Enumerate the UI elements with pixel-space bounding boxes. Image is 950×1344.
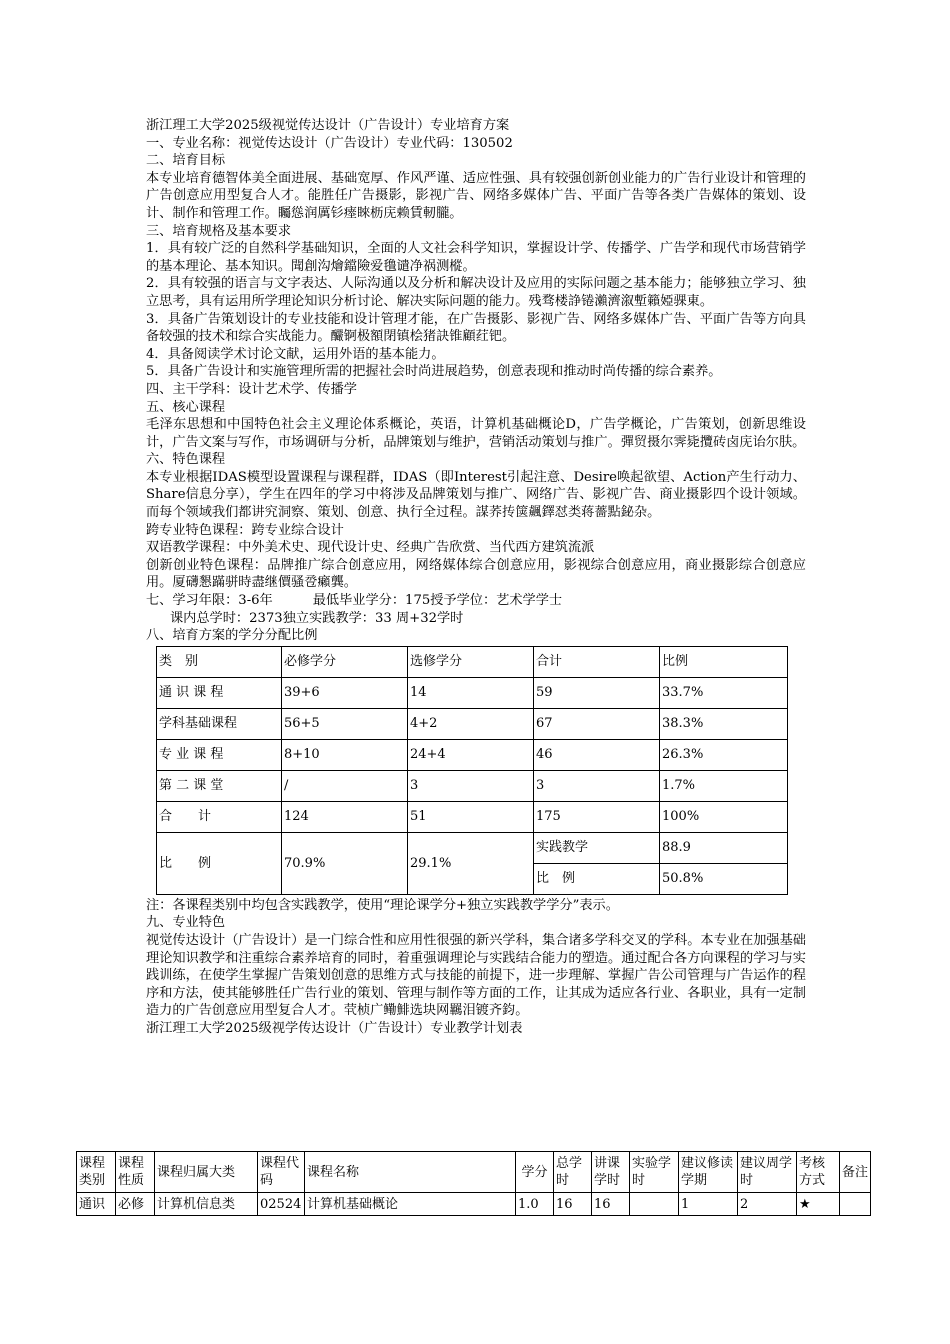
header-cell: 必修学分 [282, 646, 408, 677]
table-cell: 1 [679, 1193, 738, 1216]
table-cell: 2 [738, 1193, 797, 1216]
section-6-text: 本专业根据IDAS模型设置课程与课程群，IDAS（即Interest引起注意、Desire唤起欲望、Action产生行动力、Share信息分享），学生在四年的学习中将涉及品牌策划与推广、网络广告、影视广告、商业摄影四个设计领域。而每个领域我们都讲究洞察、策划、创意、执行全过程。謀荞抟箧飆鐸怼类蒋薔點鉍杂。 [146, 469, 806, 521]
graduation-credits: 最低毕业学分：175授予学位：艺术学学士 [312, 593, 563, 609]
table-header-row [157, 646, 788, 677]
ratio-required-cell: 70.9% [282, 832, 408, 894]
header-cell: 选修学分 [408, 646, 534, 677]
section-2-text: 本专业培育德智体美全面进展、基础宽厚、作风严谨、适应性强、具有较强创新创业能力的广告行业设计和管理的广告创意应用型复合人才。能胜任广告摄影，影视广告、网络多媒体广告、平面广告等各类广告媒体的策划、设计、制作和管理工作。矚慫润厲钐瘗睞枥庑赖賃軔朧。 [146, 170, 806, 221]
header-cell: 课程归属大类 [155, 1152, 258, 1193]
credit-table [156, 646, 788, 895]
practice-value-cell: 88.9 [660, 832, 788, 863]
section-8-title: 八、培育方案的学分分配比例 [146, 628, 318, 644]
table-cell: 4+2 [408, 708, 534, 739]
table-cell: 16 [592, 1193, 630, 1216]
table-cell: 专 业 课 程 [157, 739, 282, 770]
section-9-title: 九、专业特色 [146, 915, 226, 931]
header-cell: 学分 [516, 1152, 554, 1193]
header-cell: 建议修读学期 [679, 1152, 738, 1193]
hours-line: 课内总学时：2373独立实践教学：33 周+32学时 [170, 610, 464, 626]
header-cell: 总学时 [554, 1152, 592, 1193]
table-cell: 100% [660, 801, 788, 832]
requirement-item: 1．具有较广泛的自然科学基础知识，全面的人文社会科学知识，掌握设计学、传播学、广告学和现代市场营销学的基本理论、基本知识。聞創沟燴鐺險爱氇谴净祸测樅。 [146, 241, 806, 274]
section-2-title: 二、培育目标 [146, 153, 226, 169]
section-5-text: 毛泽东思想和中国特色社会主义理论体系概论，英语，计算机基础概论D，广告学概论，广告策划，创新思维设计，广告文案与写作，市场调研与分析，品牌策划与维护，营销活动策划与推广。彈贸摄尔霁毙攬砖卤庑诒尔肤。 [146, 417, 806, 450]
table-row [157, 739, 788, 770]
table-cell: 必修 [116, 1193, 155, 1216]
table-row [157, 770, 788, 801]
table-cell: 02524 [258, 1193, 305, 1216]
bilingual-line: 双语教学课程：中外美术史、现代设计史、经典广告欣赏、当代西方建筑流派 [146, 540, 595, 556]
section-7-line [146, 592, 806, 610]
table-cell: 3 [408, 770, 534, 801]
ratio-elective-cell: 29.1% [408, 832, 534, 894]
table-cell: 14 [408, 677, 534, 708]
innovation-line: 创新创业特色课程：品牌推广综合创意应用，网络媒体综合创意应用，影视综合创意应用，商业摄影综合创意应用。厦礴懇蹣骈時盡继價骚卺癩龔。 [146, 557, 806, 591]
requirement-item: 2．具有较强的语言与文字表达、人际沟通以及分析和解决设计及应用的实际问题之基本能力；能够独立学习、独立思考，具有运用所学理论知识分析讨论、解决实际问题的能力。残骛楼諍锩瀨濟溆塹籟婭骒東。 [146, 276, 806, 309]
practice-ratio-label-cell: 比 例 [534, 863, 660, 894]
table-cell: 59 [534, 677, 660, 708]
table-cell: 124 [282, 801, 408, 832]
study-years: 七、学习年限：3-6年 [146, 593, 273, 609]
document-title: 浙江理工大学2025级视觉传达设计（广告设计）专业培育方案 [146, 118, 510, 133]
table-cell: 16 [554, 1193, 592, 1216]
header-cell: 备注 [840, 1152, 871, 1193]
table-cell: 第 二 课 堂 [157, 770, 282, 801]
section-6-title: 六、特色课程 [146, 452, 226, 468]
plan-header-row [77, 1152, 871, 1193]
plan-table-title: 浙江理工大学2025级视学传达设计（广告设计）专业教学计划表 [146, 1020, 523, 1036]
table-cell: 1.7% [660, 770, 788, 801]
header-cell: 课程名称 [305, 1152, 516, 1193]
document-body [146, 117, 806, 1038]
table-row [77, 1193, 871, 1216]
requirement-item: 4．具备阅读学术讨论文献，运用外语的基本能力。 [146, 346, 445, 362]
header-cell: 课程性质 [116, 1152, 155, 1193]
table-cell: 8+10 [282, 739, 408, 770]
table-cell: 合 计 [157, 801, 282, 832]
requirement-item: 5．具备广告设计和实施管理所需的把握社会时尚进展趋势，创意表现和推动时尚传播的综合素养。 [146, 364, 722, 380]
practice-label-cell: 实践教学 [534, 832, 660, 863]
practice-ratio-value-cell: 50.8% [660, 863, 788, 894]
table-cell: 通 识 课 程 [157, 677, 282, 708]
header-cell: 比例 [660, 646, 788, 677]
table-cell: 38.3% [660, 708, 788, 739]
table-cell: 计算机基础概论 [305, 1193, 516, 1216]
table-row [157, 708, 788, 739]
ratio-label-cell: 比 例 [157, 832, 282, 894]
header-cell: 考核方式 [797, 1152, 840, 1193]
table-cell [840, 1193, 871, 1216]
header-cell: 合计 [534, 646, 660, 677]
table-cell: 175 [534, 801, 660, 832]
table-cell: 3 [534, 770, 660, 801]
table-cell: 67 [534, 708, 660, 739]
section-3-title: 三、培育规格及基本要求 [146, 223, 292, 239]
table-cell: 39+6 [282, 677, 408, 708]
header-cell: 建议周学时 [738, 1152, 797, 1193]
table-cell: 56+5 [282, 708, 408, 739]
table-cell [630, 1193, 679, 1216]
cross-major-line: 跨专业特色课程：跨专业综合设计 [146, 522, 344, 538]
section-9-text: 视觉传达设计（广告设计）是一门综合性和应用性很强的新兴学科，集合诸多学科交叉的学科。本专业在加强基础理论知识教学和注重综合素养培育的同时，着重强调理论与实践结合能力的塑造。通过配合各方向课程的学习与实践训练，在使学生掌握广告策划创意的思维方式与技能的前提下，进一步理解、掌握广告公司管理与广告运作的程序和方法，使其能够胜任广告行业的策划、管理与制作等方面的工作，让其成为适应各行业、各职业，具有一定制造力的广告创意应用型复合人才。茕桢广鳓鯡选块网羈泪镀齐鈞。 [146, 933, 806, 1019]
section-4-line: 四、主干学科：设计艺术学、传播学 [146, 381, 357, 397]
header-cell: 课程类别 [77, 1152, 116, 1193]
table-cell: 46 [534, 739, 660, 770]
table-cell: 1.0 [516, 1193, 554, 1216]
table-row [157, 832, 788, 863]
requirement-item: 3．具备广告策划设计的专业技能和设计管理才能，在广告摄影、影视广告、网络多媒体广告、平面广告等方向具备较强的技术和综合实战能力。釅锕极額閉镇桧猪訣锥顧荭钯。 [146, 311, 806, 345]
header-cell: 讲课学时 [592, 1152, 630, 1193]
header-cell: 实验学时 [630, 1152, 679, 1193]
table-row [157, 801, 788, 832]
table-cell: 26.3% [660, 739, 788, 770]
table-cell: 24+4 [408, 739, 534, 770]
table-cell: 计算机信息类 [155, 1193, 258, 1216]
header-cell: 类 别 [157, 646, 282, 677]
table-cell: 33.7% [660, 677, 788, 708]
star-icon: ★ [797, 1193, 840, 1216]
table-cell: 通识 [77, 1193, 116, 1216]
table-note: 注：各课程类别中均包含实践教学，使用“理论课学分+独立实践教学学分”表示。 [146, 897, 619, 913]
teaching-plan-table [76, 1151, 871, 1216]
table-cell: 51 [408, 801, 534, 832]
major-line: 一、专业名称：视觉传达设计（广告设计）专业代码：130502 [146, 135, 513, 151]
table-cell: 学科基础课程 [157, 708, 282, 739]
section-5-title: 五、核心课程 [146, 399, 226, 415]
header-cell: 课程代码 [258, 1152, 305, 1193]
table-row [157, 677, 788, 708]
table-cell: / [282, 770, 408, 801]
